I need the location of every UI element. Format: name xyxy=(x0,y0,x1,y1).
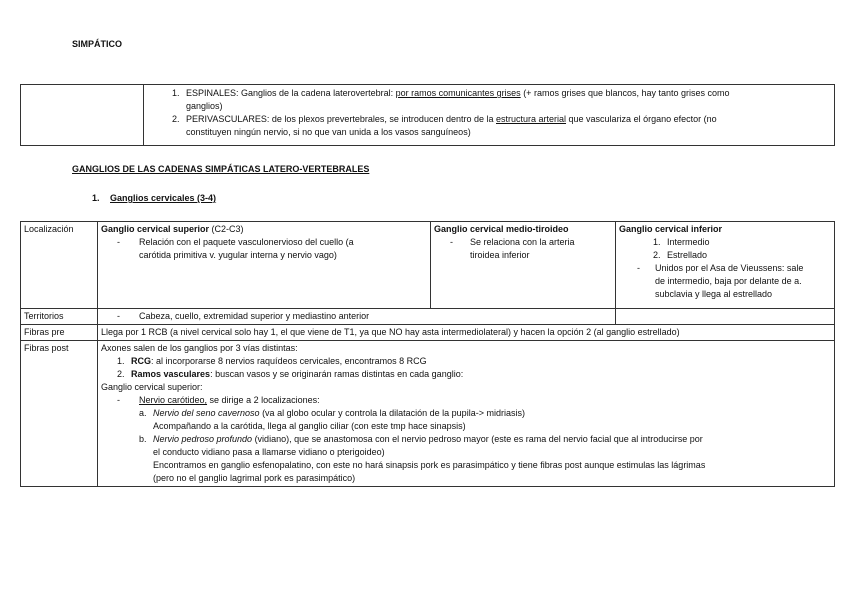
row-label-fibras-post: Fibras post xyxy=(21,341,98,487)
cell-fibras-post: Axones salen de los ganglios por 3 vías distintas: 1. RCG: al incorporarse 8 nervios raquídeos cervicales, encontramos 8 RCG 2. Ramos vasculares: buscan vasos y se originarán ramas distintas en cada ganglio: Ganglio cervical superior: - Nervio carótideo, se dirige a 2 localizaciones: a. Nervio del seno cavernoso (va al globo ocular y controla la dilatación de la pupila-> midriasis) Acompañando a la carótida, llega al ganglio ciliar (con este tmp hace sinapsis) b. Nervio pedroso profundo (vidiano), que se anastomosa con el nervio pedroso mayor (este es rama del nervio facial que al introducirse por el conducto vidiano pasa a llamarse vidiano o pterigoideo) Encontramos en ganglio esfenopalatino, con este no hará sinapsis pork es parasimpático y tiene fibras post aunque estimulas las lágrimas (pero no el ganglio lagrimal pork es parasimpático) xyxy=(98,341,835,487)
cell-ganglio-medio: Ganglio cervical medio-tiroideo - Se relaciona con la arteria tiroidea inferior xyxy=(431,222,616,309)
row-label-territorios: Territorios xyxy=(21,309,98,325)
cell-ganglio-inferior: Ganglio cervical inferior 1. Intermedio 2. Estrellado - Unidos por el Asa de Vieussens: sale de intermedio, baja por delante de a. subclavia y llega al estrellado xyxy=(616,222,835,309)
subsection-heading: 1. Ganglios cervicales (3-4) xyxy=(92,193,217,203)
top-table-content-cell: 1. ESPINALES: Ganglios de la cadena laterovertebral: por ramos comunicantes grises (+ ramos grises que blancos, hay tanto grises como ganglios) 2. PERIVASCULARES: de los plexos prevertebrales, se introducen dentro de la estructura arterial que vasculariza el órgano efector (no constituyen ningún nervio, si no que van unida a los vasos sanguíneos) xyxy=(144,85,835,146)
cell-territorios-empty xyxy=(616,309,835,325)
row-label-fibras-pre: Fibras pre xyxy=(21,325,98,341)
list-item: 2. PERIVASCULARES: de los plexos prevertebrales, se introducen dentro de la estructura arterial que vasculariza el órgano efector (no xyxy=(172,114,717,124)
row-label-localizacion: Localización xyxy=(21,222,98,309)
cell-ganglio-superior: Ganglio cervical superior (C2-C3) - Relación con el paquete vasculonervioso del cuello (a carótida primitiva v. yugular interna y nervio vago) xyxy=(98,222,431,309)
cell-fibras-pre: Llega por 1 RCB (a nivel cervical solo hay 1, el que viene de T1, ya que NO hay asta intermediolateral) y hacen la opción 2 (al ganglio estrellado) xyxy=(98,325,835,341)
top-table xyxy=(20,84,835,146)
top-table-empty-cell xyxy=(21,85,144,146)
page-title: SIMPÁTICO xyxy=(72,39,123,49)
cell-territorios: - Cabeza, cuello, extremidad superior y mediastino anterior xyxy=(98,309,616,325)
ganglios-table xyxy=(20,221,835,487)
section-heading: GANGLIOS DE LAS CADENAS SIMPÁTICAS LATERO-VERTEBRALES xyxy=(72,164,370,174)
list-item: 1. ESPINALES: Ganglios de la cadena laterovertebral: por ramos comunicantes grises (+ ramos grises que blancos, hay tanto grises como xyxy=(172,88,730,98)
